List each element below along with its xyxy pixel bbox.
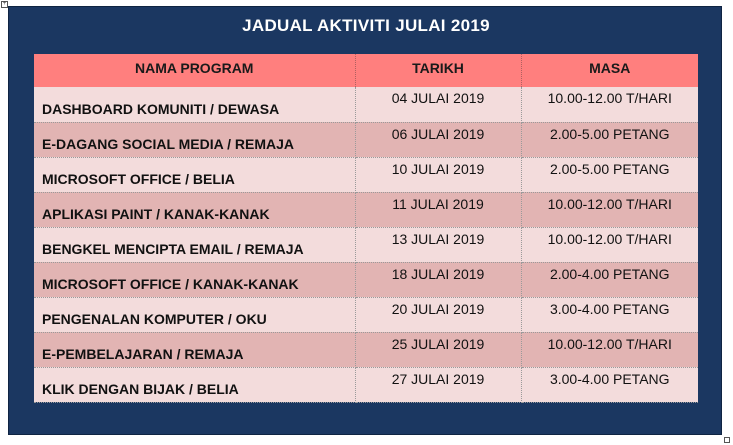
column-header-time: MASA [521,54,698,87]
time-cell: 2.00-4.00 PETANG [521,262,698,297]
time-cell: 2.00-5.00 PETANG [521,122,698,157]
program-cell: E-PEMBELAJARAN / REMAJA [34,332,355,367]
resize-handle-icon[interactable] [724,437,730,443]
time-cell: 10.00-12.00 T/HARI [521,227,698,262]
schedule-table [34,54,698,403]
program-cell: E-DAGANG SOCIAL MEDIA / REMAJA [34,122,355,157]
table-row [34,87,698,122]
column-header-date: TARIKH [355,54,521,87]
program-cell: PENGENALAN KOMPUTER / OKU [34,297,355,332]
date-cell: 27 JULAI 2019 [355,367,521,402]
page-title: JADUAL AKTIVITI JULAI 2019 [242,16,490,35]
date-cell: 25 JULAI 2019 [355,332,521,367]
table-row [34,192,698,227]
program-cell: MICROSOFT OFFICE / BELIA [34,157,355,192]
table-row [34,157,698,192]
program-cell: APLIKASI PAINT / KANAK-KANAK [34,192,355,227]
table-row [34,262,698,297]
table-row [34,227,698,262]
column-header-program: NAMA PROGRAM [34,54,355,87]
date-cell: 06 JULAI 2019 [355,122,521,157]
date-cell: 13 JULAI 2019 [355,227,521,262]
move-handle-icon[interactable]: + [2,1,7,7]
program-cell: KLIK DENGAN BIJAK / BELIA [34,367,355,402]
program-cell: BENGKEL MENCIPTA EMAIL / REMAJA [34,227,355,262]
table-row [34,367,698,402]
program-cell: DASHBOARD KOMUNITI / DEWASA [34,87,355,122]
time-cell: 3.00-4.00 PETANG [521,297,698,332]
schedule-frame [8,6,722,435]
time-cell: 10.00-12.00 T/HARI [521,87,698,122]
program-cell: MICROSOFT OFFICE / KANAK-KANAK [34,262,355,297]
date-cell: 18 JULAI 2019 [355,262,521,297]
table-row [34,122,698,157]
time-cell: 10.00-12.00 T/HARI [521,192,698,227]
date-cell: 10 JULAI 2019 [355,157,521,192]
date-cell: 20 JULAI 2019 [355,297,521,332]
date-cell: 11 JULAI 2019 [355,192,521,227]
table-row [34,332,698,367]
time-cell: 3.00-4.00 PETANG [521,367,698,402]
header-row [34,54,698,87]
table-row [34,297,698,332]
date-cell: 04 JULAI 2019 [355,87,521,122]
time-cell: 2.00-5.00 PETANG [521,157,698,192]
time-cell: 10.00-12.00 T/HARI [521,332,698,367]
